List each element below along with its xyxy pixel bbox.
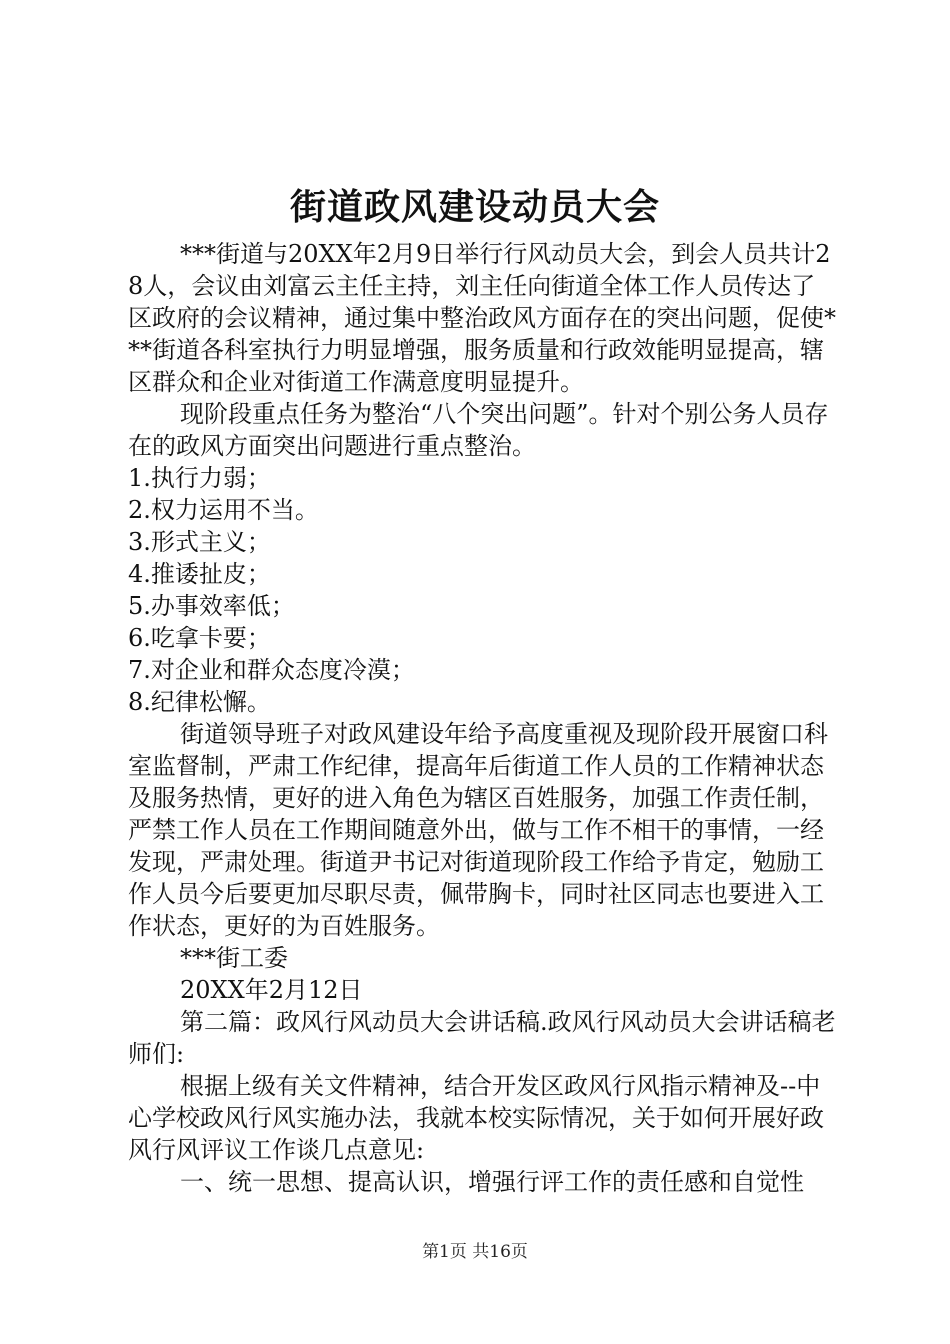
document-date: 20XX年2月12日: [180, 976, 363, 1004]
document-body: [128, 238, 838, 1198]
list-item: 5.办事效率低；: [128, 592, 295, 620]
paragraph-opinions: 根据上级有关文件精神，结合开发区政风行风指示精神及--中心学校政风行风实施办法，我就本校实际情况，关于如何开展好政风行风评议工作谈几点意见:: [128, 1072, 824, 1164]
list-item: 1.执行力弱；: [128, 464, 271, 492]
list-item: 2.权力运用不当。: [128, 496, 319, 524]
page-number: 第1页 共16页: [422, 1242, 528, 1262]
section-heading-1: 一、统一思想、提高认识，增强行评工作的责任感和自觉性: [180, 1168, 804, 1196]
list-item: 7.对企业和群众态度冷漠；: [128, 656, 415, 684]
document-title: 街道政风建设动员大会: [289, 187, 660, 228]
signature: ***街工委: [180, 944, 288, 972]
list-item: 3.形式主义；: [128, 528, 271, 556]
paragraph-second-article: 第二篇：政风行风动员大会讲话稿.政风行风动员大会讲话稿老师们:: [128, 1008, 836, 1068]
paragraph-leadership: 街道领导班子对政风建设年给予高度重视及现阶段开展窗口科室监督制，严肃工作纪律，提高年后街道工作人员的工作精神状态及服务热情，更好的进入角色为辖区百姓服务，加强工作责任制，严禁工作人员在工作期间随意外出，做与工作不相干的事情，一经发现，严肃处理。街道尹书记对街道现阶段工作给予肯定，勉励工作人员今后要更加尽职尽责，佩带胸卡，同时社区同志也要进入工作状态，更好的为百姓服务。: [128, 720, 828, 940]
paragraph-key-tasks: 现阶段重点任务为整治“八个突出问题”。针对个别公务人员存在的政风方面突出问题进行重点整治。: [128, 400, 829, 460]
list-item: 4.推诿扯皮；: [128, 560, 271, 588]
paragraph-meeting-summary: ***街道与20XX年2月9日举行行风动员大会，到会人员共计28人，会议由刘富云主任主持，刘主任向街道全体工作人员传达了区政府的会议精神，通过集中整治政风方面存在的突出问题，促使***街道各科室执行力明显增强，服务质量和行政效能明显提高，辖区群众和企业对街道工作满意度明显提升。: [128, 240, 836, 396]
list-item: 8.纪律松懈。: [128, 688, 271, 716]
list-item: 6.吃拿卡要；: [128, 624, 271, 652]
